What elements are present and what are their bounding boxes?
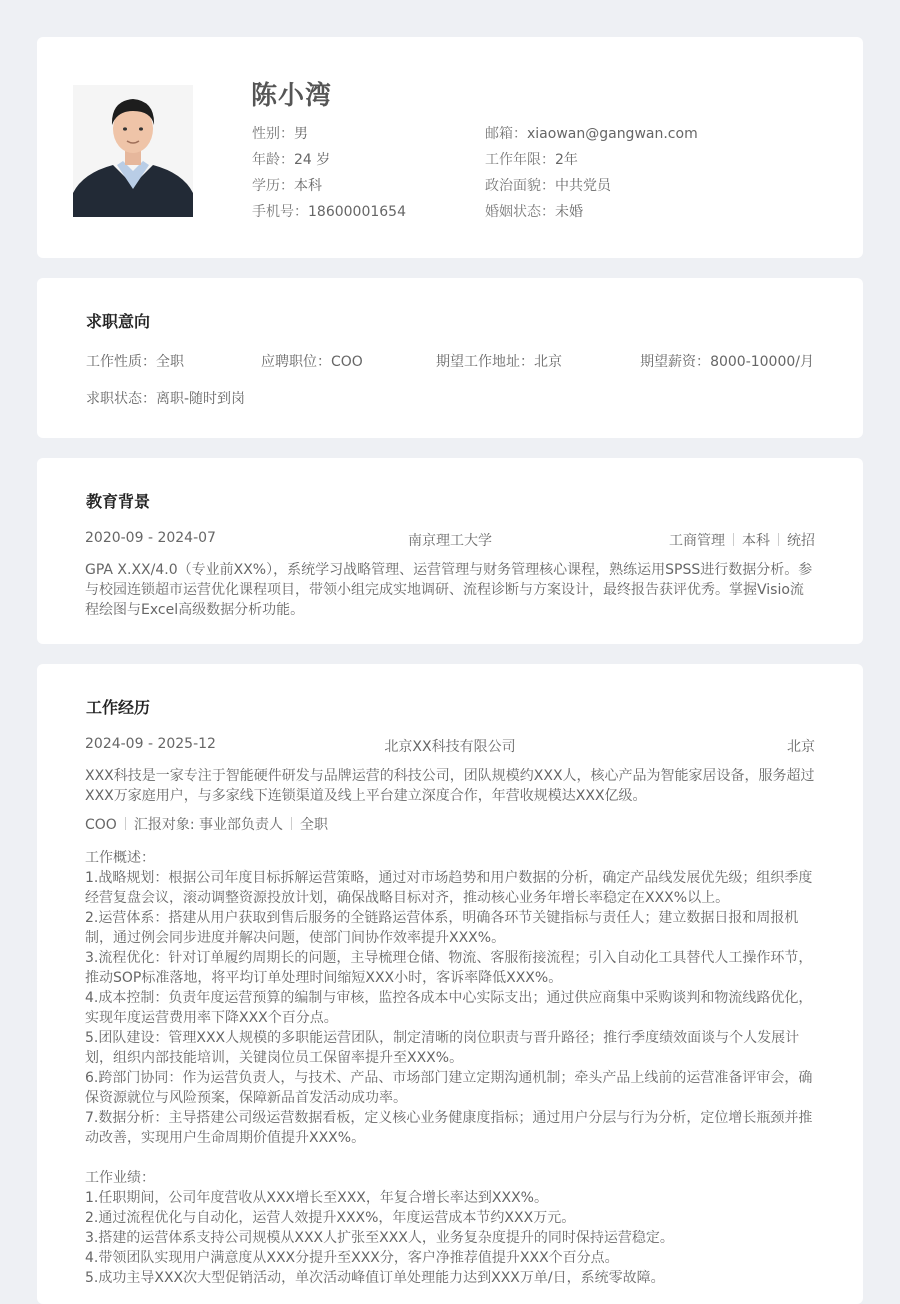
overview-item: 3.流程优化：针对订单履约周期长的问题，主导梳理仓储、物流、客服衔接流程；引入自动化工具替代人工操作环节，推动SOP标准落地，将平均订单处理时间缩短XXX小时，客诉率降低XXX%。 xyxy=(85,950,813,986)
education-period: 2020-09 - 2024-07 xyxy=(85,530,216,546)
age-value: 24 岁 xyxy=(294,152,331,168)
achievement-item: 4.带领团队实现用户满意度从XXX分提升至XXX分，客户净推荐值提升XXX个百分点。 xyxy=(85,1250,619,1266)
political-field xyxy=(485,175,611,195)
role-tags xyxy=(85,814,328,834)
tag-divider xyxy=(125,817,126,830)
overview-title: 工作概述： xyxy=(85,850,155,866)
overview-item: 1.战略规划：根据公司年度目标拆解运营策略，通过对市场趋势和用户数据的分析，确定产品线发展优先级；组织季度经营复盘会议，滚动调整资源投放计划，确保战略目标对齐，推动核心业务年增长率稳定在XXX%以上。 xyxy=(85,870,813,906)
section-title-work: 工作经历 xyxy=(86,698,151,717)
location-field xyxy=(436,351,562,371)
email-field xyxy=(485,123,698,143)
work-years-field xyxy=(485,149,578,169)
location-label: 期望工作地址： xyxy=(436,354,534,370)
position-value: COO xyxy=(331,354,363,370)
section-title-education: 教育背景 xyxy=(86,492,151,511)
phone-value: 18600001654 xyxy=(308,204,406,220)
achievement-item: 3.搭建的运营体系支持公司规模从XXX人扩张至XXX人，业务复杂度提升的同时保持运营稳定。 xyxy=(85,1230,674,1246)
role-tag: COO xyxy=(85,817,117,833)
section-title-intent: 求职意向 xyxy=(86,312,151,331)
overview-item: 2.运营体系：搭建从用户获取到售后服务的全链路运营体系，明确各环节关键指标与责任人；建立数据日报和周报机制，通过例会同步进度并解决问题，使部门间协作效率提升XXX%。 xyxy=(85,910,799,946)
work-period: 2024-09 - 2025-12 xyxy=(85,736,216,752)
work-years-value: 2年 xyxy=(555,152,578,168)
degree-value: 本科 xyxy=(294,178,322,194)
achievement-item: 2.通过流程优化与自动化，运营人效提升XXX%，年度运营成本节约XXX万元。 xyxy=(85,1210,576,1226)
tag-divider xyxy=(778,533,779,546)
job-status-value: 离职-随时到岗 xyxy=(156,391,246,407)
job-intent-card xyxy=(37,278,863,438)
person-portrait-icon xyxy=(73,85,193,217)
company-description: XXX科技是一家专注于智能硬件研发与品牌运营的科技公司，团队规模约XXX人，核心产品为智能家居设备，服务超过XXX万家庭用户，与多家线下连锁渠道及线上平台建立深度合作，年营收规模达XXX亿级。 xyxy=(85,768,815,804)
email-label: 邮箱： xyxy=(485,126,527,142)
candidate-name: 陈小湾 xyxy=(251,81,333,111)
job-type-field xyxy=(86,351,184,371)
degree-label: 学历： xyxy=(252,178,294,194)
overview-item: 4.成本控制：负责年度运营预算的编制与审核，监控各成本中心实际支出；通过供应商集中采购谈判和物流线路优化，实现年度运营费用率下降XXX个百分点。 xyxy=(85,990,813,1026)
degree-field xyxy=(252,175,322,195)
tag-divider xyxy=(291,817,292,830)
work-city: 北京 xyxy=(787,739,815,755)
overview-item: 5.团队建设：管理XXX人规模的多职能运营团队，制定清晰的岗位职责与晋升路径；推行季度绩效面谈与个人发展计划，组织内部技能培训，关键岗位员工保留率提升至XXX%。 xyxy=(85,1030,800,1066)
phone-field xyxy=(252,201,406,221)
job-status-label: 求职状态： xyxy=(86,391,156,407)
age-label: 年龄： xyxy=(252,152,294,168)
profile-card xyxy=(37,37,863,258)
political-value: 中共党员 xyxy=(555,178,611,194)
avatar-photo xyxy=(73,85,193,217)
position-field xyxy=(261,351,363,371)
school-name: 南京理工大学 xyxy=(408,533,492,549)
education-tags xyxy=(669,530,815,550)
enrollment-mode-tag: 统招 xyxy=(787,533,815,549)
position-label: 应聘职位： xyxy=(261,354,331,370)
company-name: 北京XX科技有限公司 xyxy=(384,739,516,755)
achievement-item: 1.任职期间，公司年度营收从XXX增长至XXX，年复合增长率达到XXX%。 xyxy=(85,1190,548,1206)
political-label: 政治面貌： xyxy=(485,178,555,194)
salary-value: 8000-10000/月 xyxy=(710,354,814,370)
marital-value: 未婚 xyxy=(555,204,583,220)
spacer xyxy=(85,1148,815,1168)
marital-field xyxy=(485,201,583,221)
work-years-label: 工作年限： xyxy=(485,152,555,168)
major-tag: 工商管理 xyxy=(669,533,725,549)
phone-label: 手机号： xyxy=(252,204,308,220)
overview-item: 6.跨部门协同：作为运营负责人，与技术、产品、市场部门建立定期沟通机制；牵头产品上线前的运营准备评审会，确保资源就位与风险预案，保障新品首发活动成功率。 xyxy=(85,1070,813,1106)
education-description: GPA X.XX/4.0（专业前XX%），系统学习战略管理、运营管理与财务管理核心课程，熟练运用SPSS进行数据分析。参与校园连锁超市运营优化课程项目，带领小组完成实地调研、流程诊断与方案设计，最终报告获评优秀。掌握Visio流程绘图与Excel高级数据分析功能。 xyxy=(85,562,813,618)
report-to-tag: 汇报对象: 事业部负责人 xyxy=(133,817,283,833)
job-type-value: 全职 xyxy=(156,354,184,370)
gender-label: 性别： xyxy=(252,126,294,142)
gender-field xyxy=(252,123,308,143)
job-status-field xyxy=(86,388,245,408)
achievement-item: 5.成功主导XXX次大型促销活动，单次活动峰值订单处理能力达到XXX万单/日，系统零故障。 xyxy=(85,1270,665,1286)
email-value: xiaowan@gangwan.com xyxy=(527,126,698,142)
gender-value: 男 xyxy=(294,126,308,142)
salary-field xyxy=(640,351,814,371)
achievements-title: 工作业绩： xyxy=(85,1170,155,1186)
location-value: 北京 xyxy=(534,354,562,370)
employment-type-tag: 全职 xyxy=(300,817,328,833)
age-field xyxy=(252,149,330,169)
salary-label: 期望薪资： xyxy=(640,354,711,370)
job-type-label: 工作性质： xyxy=(86,354,156,370)
work-experience-card xyxy=(37,664,863,1304)
overview-item: 7.数据分析：主导搭建公司级运营数据看板，定义核心业务健康度指标；通过用户分层与行为分析，定位增长瓶颈并推动改善，实现用户生命周期价值提升XXX%。 xyxy=(85,1110,813,1146)
marital-label: 婚姻状态： xyxy=(485,204,555,220)
tag-divider xyxy=(733,533,734,546)
work-details xyxy=(85,848,815,1288)
degree-level-tag: 本科 xyxy=(742,533,770,549)
education-card xyxy=(37,458,863,644)
